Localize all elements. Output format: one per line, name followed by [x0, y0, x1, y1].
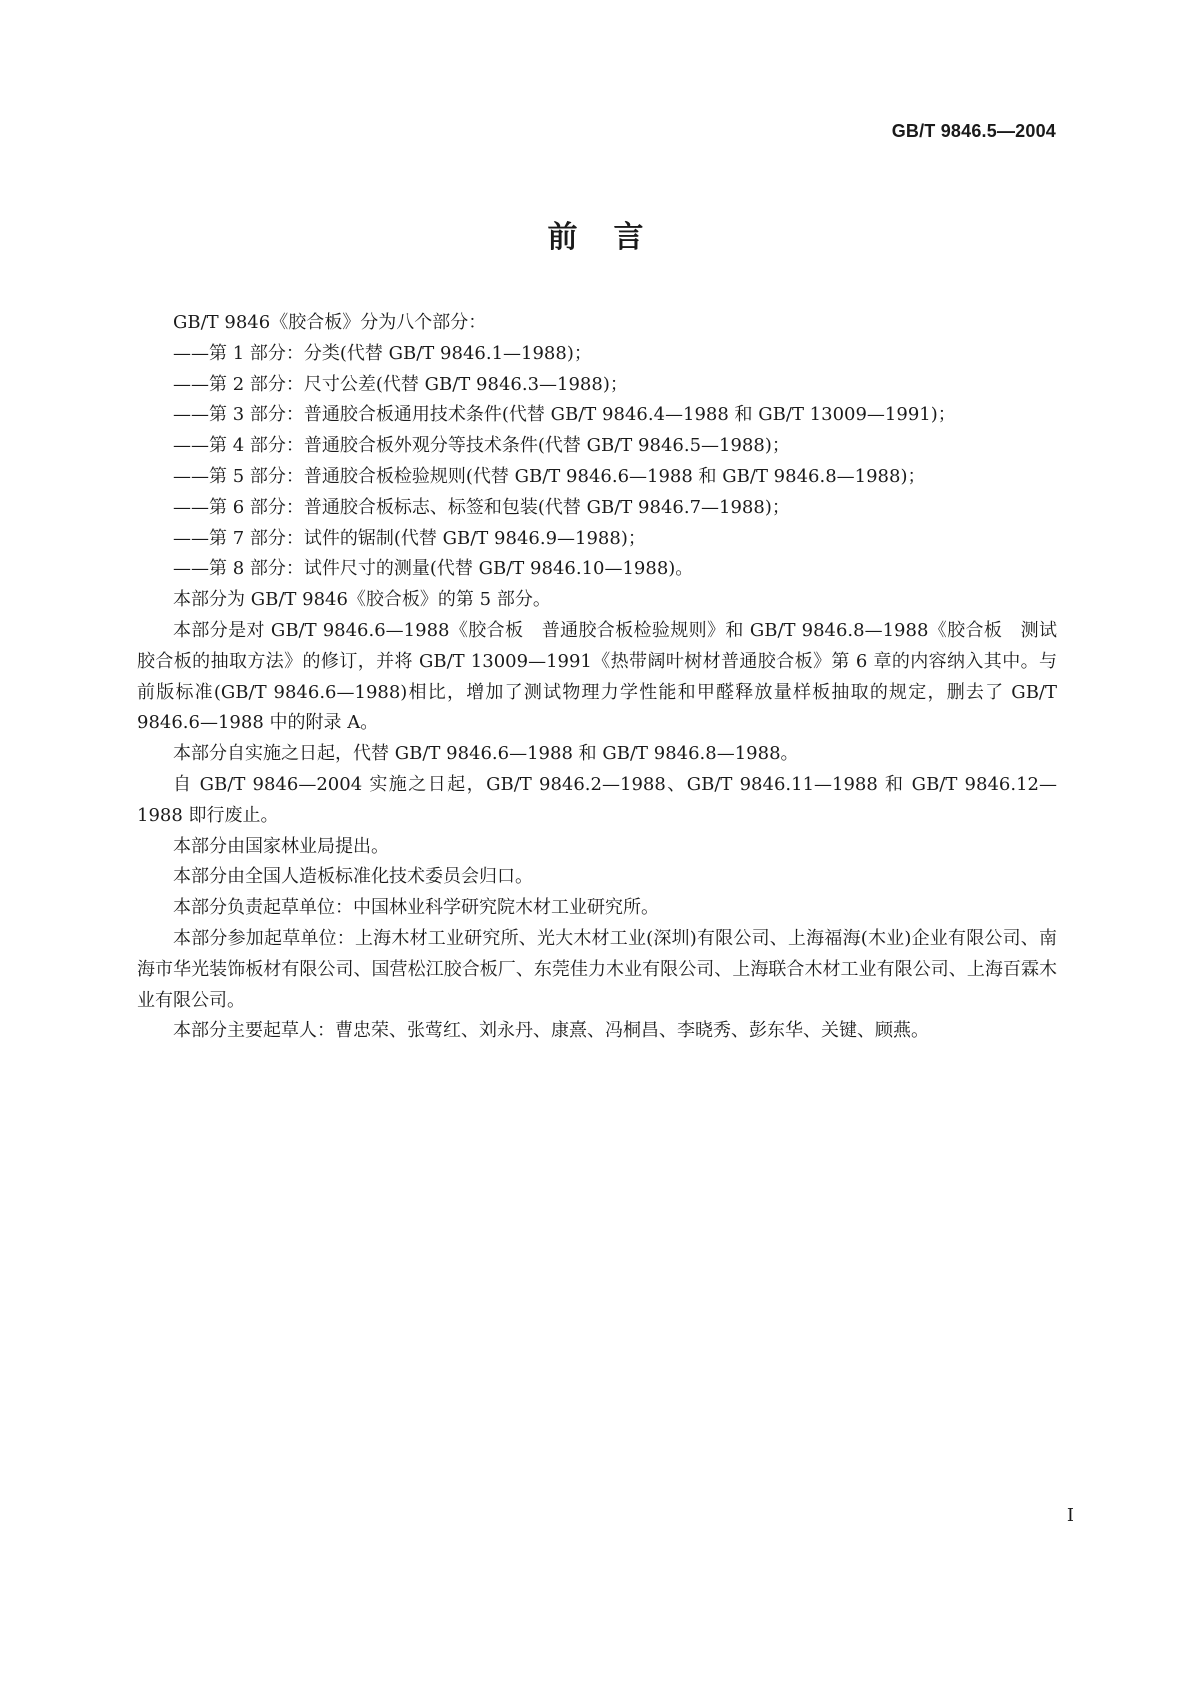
foreword-body — [137, 308, 1057, 1047]
list-item-part-5: ——第 5 部分：普通胶合板检验规则(代替 GB/T 9846.6—1988 和 GB/T 9846.8—1988)； — [173, 465, 926, 487]
list-item-part-3: ——第 3 部分：普通胶合板通用技术条件(代替 GB/T 9846.4—1988 和 GB/T 13009—1991)； — [173, 404, 956, 426]
list-item-part-8: ——第 8 部分：试件尺寸的测量(代替 GB/T 9846.10—1988)。 — [173, 558, 694, 580]
part-statement-paragraph: 本部分为 GB/T 9846《胶合板》的第 5 部分。 — [173, 589, 551, 611]
page-title: 前言 — [547, 220, 680, 255]
list-item-part-1: ——第 1 部分：分类(代替 GB/T 9846.1—1988)； — [173, 342, 592, 364]
page-number: I — [1066, 1505, 1074, 1526]
drafters-paragraph: 本部分主要起草人：曹忠荣、张莺红、刘永丹、康熹、冯桐昌、李晓秀、彭东华、关键、顾燕。 — [173, 1020, 929, 1042]
standard-number: GB/T 9846.5—2004 — [891, 121, 1056, 141]
participating-units-paragraph: 本部分参加起草单位：上海木材工业研究所、光大木材工业(深圳)有限公司、上海福海(木业)企业有限公司、南海市华光装饰板材有限公司、国营松江胶合板厂、东莞佳力木业有限公司、上海联合木材工业有限公司、上海百霖木业有限公司。 — [137, 927, 1057, 1011]
proposed-by-paragraph: 本部分由国家林业局提出。 — [173, 835, 389, 857]
list-item-part-2: ——第 2 部分：尺寸公差(代替 GB/T 9846.3—1988)； — [173, 373, 628, 395]
intro-paragraph: GB/T 9846《胶合板》分为八个部分： — [173, 312, 487, 333]
list-item-part-7: ——第 7 部分：试件的锯制(代替 GB/T 9846.9—1988)； — [173, 527, 646, 549]
drafting-unit-paragraph: 本部分负责起草单位：中国林业科学研究院木材工业研究所。 — [173, 897, 659, 919]
centralized-by-paragraph: 本部分由全国人造板标准化技术委员会归口。 — [173, 866, 533, 888]
replaces-paragraph: 本部分自实施之日起，代替 GB/T 9846.6—1988 和 GB/T 9846.8—1988。 — [173, 743, 799, 765]
list-item-part-6: ——第 6 部分：普通胶合板标志、标签和包装(代替 GB/T 9846.7—1988)； — [173, 496, 790, 518]
abolish-paragraph: 自 GB/T 9846—2004 实施之日起，GB/T 9846.2—1988、GB/T 9846.11—1988 和 GB/T 9846.12—1988 即行废止。 — [137, 773, 1057, 826]
list-item-part-4: ——第 4 部分：普通胶合板外观分等技术条件(代替 GB/T 9846.5—1988)； — [173, 435, 790, 457]
revision-paragraph: 本部分是对 GB/T 9846.6—1988《胶合板 普通胶合板检验规则》和 GB/T 9846.8—1988《胶合板 测试胶合板的抽取方法》的修订，并将 GB/T 13009—1991《热带阔叶树材普通胶合板》第 6 章的内容纳入其中。与前版标准(GB/T 9846.6—1988)相比，增加了测试物理力学性能和甲醛释放量样板抽取的规定，删去了 GB/T 9846.6—1988 中的附录 A。 — [137, 619, 1057, 734]
